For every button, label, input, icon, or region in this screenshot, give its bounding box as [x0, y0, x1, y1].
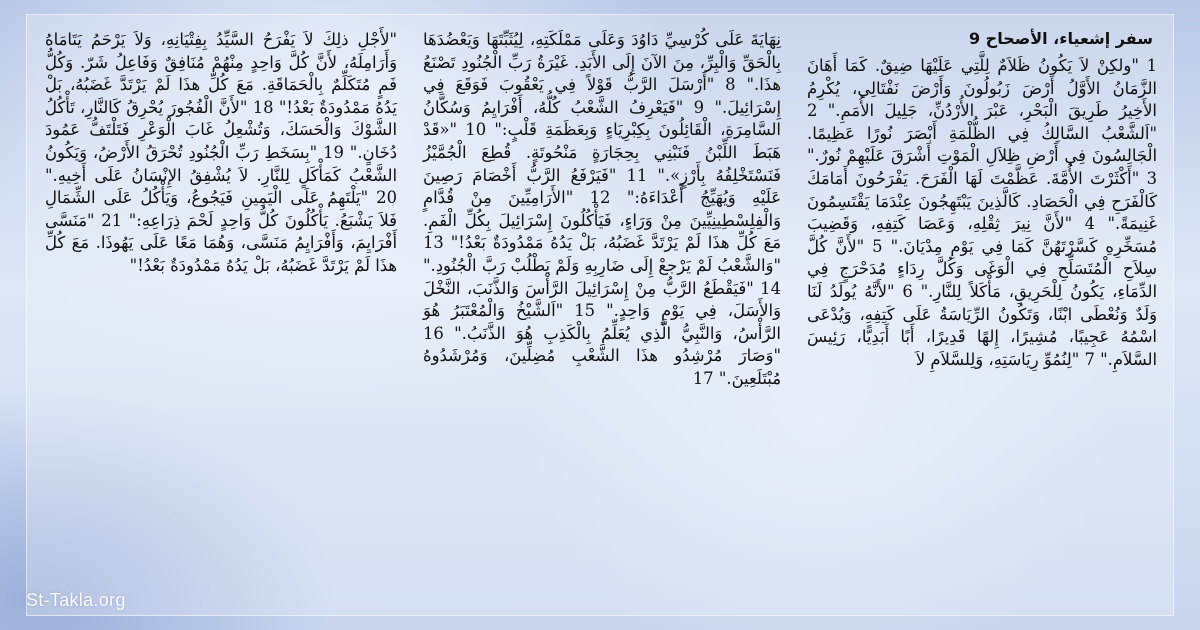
text-panel — [26, 14, 1174, 616]
column-right-text: 1 "ولكِنْ لاَ يَكُونُ ظَلاَمٌ لِلَّتِي عَلَيْهَا ضِيقٌ. كَمَا أَهَانَ الزَّمَانُ الأَوَّلُ أَرْضَ زَبُولُونَ وَأَرْضَ نَفْتَالِي، يُكْرِمُ الأَخِيرُ طَرِيقَ الْبَحْرِ، عَبْرَ الأُرْدُنِّ، جَلِيلَ الأُمَمِ." 2 "اَلشَّعْبُ السَّالِكُ فِي الظُّلْمَةِ أَبْصَرَ نُورًا عَظِيمًا. الْجَالِسُونَ فِي أَرْضِ ظِلاَلِ الْمَوْتِ أَشْرَقَ عَلَيْهِمْ نُورٌ." 3 "أَكْثَرْتَ الأُمَّةَ. عَظَّمْتَ لَهَا الْفَرَحَ. يَفْرَحُونَ أَمَامَكَ كَالْفَرَحِ فِي الْحَصَادِ. كَالَّذِينَ يَبْتَهِجُونَ عِنْدَمَا يَقْتَسِمُونَ غَنِيمَةً." 4 "لأَنَّ نِيرَ ثِقْلِهِ، وَعَصَا كَتِفِهِ، وَقَضِيبَ مُسَخِّرِهِ كَسَّرْتَهُنَّ كَمَا فِي يَوْمِ مِدْيَانَ." 5 "لأَنَّ كُلَّ سِلاَحِ الْمُتَسَلِّحِ فِي الْوَغَى وَكُلَّ رِدَاءٍ مُدَحْرَجٍ فِي الدِّمَاءِ، يَكُونُ لِلْحَرِيقِ، مَأْكَلاً لِلنَّارِ." 6 "لأَنَّهُ يُولَدُ لَنَا وَلَدٌ وَنُعْطَى ابْنًا، وَتَكُونُ الرِّيَاسَةُ عَلَى كَتِفِهِ، وَيُدْعَى اسْمُهُ عَجِيبًا، مُشِيرًا، إِلهًا قَدِيرًا، أَبًا أَبَدِيًّا، رَئِيسَ السَّلاَمِ." 7 "لِنُمُوِّ رِيَاسَتِهِ، وَلِلسَّلاَمِ لاَ — [807, 56, 1158, 369]
column-middle-text: نِهَايَةَ عَلَى كُرْسِيِّ دَاوُدَ وَعَلَى مَمْلَكَتِهِ، لِيُثَبِّتَهَا وَيَعْضُدَهَا بِالْحَقِّ وَالْبِرِّ، مِنَ الآنَ إِلَى الأَبَدِ. غَيْرَةُ رَبِّ الْجُنُودِ تَصْنَعُ هذَا." 8 "أَرْسَلَ الرَّبُّ قَوْلاً فِي يَعْقُوبَ فَوَقَعَ فِي إِسْرَائِيلَ." 9 "فَيَعْرِفُ الشَّعْبُ كُلُّهُ، أَفْرَايِمُ وَسُكَّانُ السَّامِرَةِ، الْقَائِلُونَ بِكِبْرِيَاءٍ وَبِعَظَمَةِ قَلْبٍ:" 10 "«قَدْ هَبَطَ اللِّبْنُ فَنَبْنِي بِحِجَارَةٍ مَنْحُوتَةٍ. قُطِعَ الْجُمَّيْزُ فَنَسْتَخْلِفُهُ بِأَرْزٍ»." 11 "فَيَرْفَعُ الرَّبُّ أَخْصَامَ رَصِينَ عَلَيْهِ وَيُهَيِّجُ أَعْدَاءَهُ:" 12 "الأَرَامِيِّينَ مِنْ قُدَّامٍ وَالْفِلِسْطِينِيِّينَ مِنْ وَرَاءٍ، فَيَأْكُلُونَ إِسْرَائِيلَ بِكُلِّ الْفَمِ. مَعَ كُلِّ هذَا لَمْ يَرْتَدَّ غَضَبُهُ، بَلْ يَدُهُ مَمْدُودَةٌ بَعْدُ!" 13 "وَالشَّعْبُ لَمْ يَرْجعْ إِلَى ضَارِبِهِ وَلَمْ يَطْلُبْ رَبَّ الْجُنُودِ." 14 "فَيَقْطَعُ الرَّبُّ مِنْ إِسْرَائِيلَ الرَّأْسَ وَالذَّنَبَ، النَّخْلَ وَالأَسَلَ، فِي يَوْمٍ وَاحِدٍ." 15 "اَلشَّيْخُ وَالْمُعْتَبَرُ هُوَ الرَّأْسُ، وَالنَّبِيُّ الَّذِي يُعَلِّمُ بِالْكَذِبِ هُوَ الذَّنَبُ." 16 "وَصَارَ مُرْشِدُو هذَا الشَّعْبِ مُضِلِّينَ، وَمُرْشَدُوهُ مُبْتَلَعِينَ." 17 — [423, 30, 781, 388]
text-column-right — [799, 15, 1171, 615]
text-column-middle — [415, 15, 791, 615]
text-column-left — [37, 15, 407, 615]
site-watermark: St-Takla.org — [26, 590, 126, 610]
column-left-text: "لأَجْلِ ذلِكَ لاَ يَفْرَحُ السَّيِّدُ بِفِتْيَانِهِ، وَلاَ يَرْحَمُ يَتَامَاهُ وَأَرَامِلَهُ، لأَنَّ كُلَّ وَاحِدٍ مِنْهُمْ مُنَافِقٌ وَفَاعِلُ شَرّ. وَكُلُّ فَمٍ مُتَكَلِّمٌ بِالْحَمَاقَةِ. مَعَ كُلِّ هذَا لَمْ يَرْتَدَّ غَضَبُهُ، بَلْ يَدُهُ مَمْدُودَةٌ بَعْدُ!" 18 "لأَنَّ الْفُجُورَ يُحْرِقُ كَالنَّارِ، تَأْكُلُ الشَّوْكَ وَالْحَسَكَ، وَتُشْعِلُ غَابَ الْوَعْرِ فَتَلْتَفُّ عَمُودَ دُخَانٍ." 19 "بِسَخَطِ رَبِّ الْجُنُودِ تُحْرَقُ الأَرْضُ، وَيَكُونُ الشَّعْبُ كَمَأْكَلٍ لِلنَّارِ. لاَ يُشْفِقُ الإِنْسَانُ عَلَى أَخِيهِ." 20 "يَلْتَهِمُ عَلَى الْيَمِينِ فَيَجُوعُ، وَيَأْكُلُ عَلَى الشِّمَالِ فَلاَ يَشْبَعُ. يَأْكُلُونَ كُلُّ وَاحِدٍ لَحْمَ ذِرَاعِهِ:" 21 "مَنَسَّى أَفْرَايِمَ، وَأَفْرَايِمُ مَنَسَّى، وَهُمَا مَعًا عَلَى يَهُوذَا. مَعَ كُلِّ هذَا لَمْ يَرْتَدَّ غَضَبُهُ، بَلْ يَدُهُ مَمْدُودَةٌ بَعْدُ!" — [45, 30, 398, 275]
chapter-heading: سفر إشعياء، الأصحاح 9 — [968, 29, 1153, 48]
